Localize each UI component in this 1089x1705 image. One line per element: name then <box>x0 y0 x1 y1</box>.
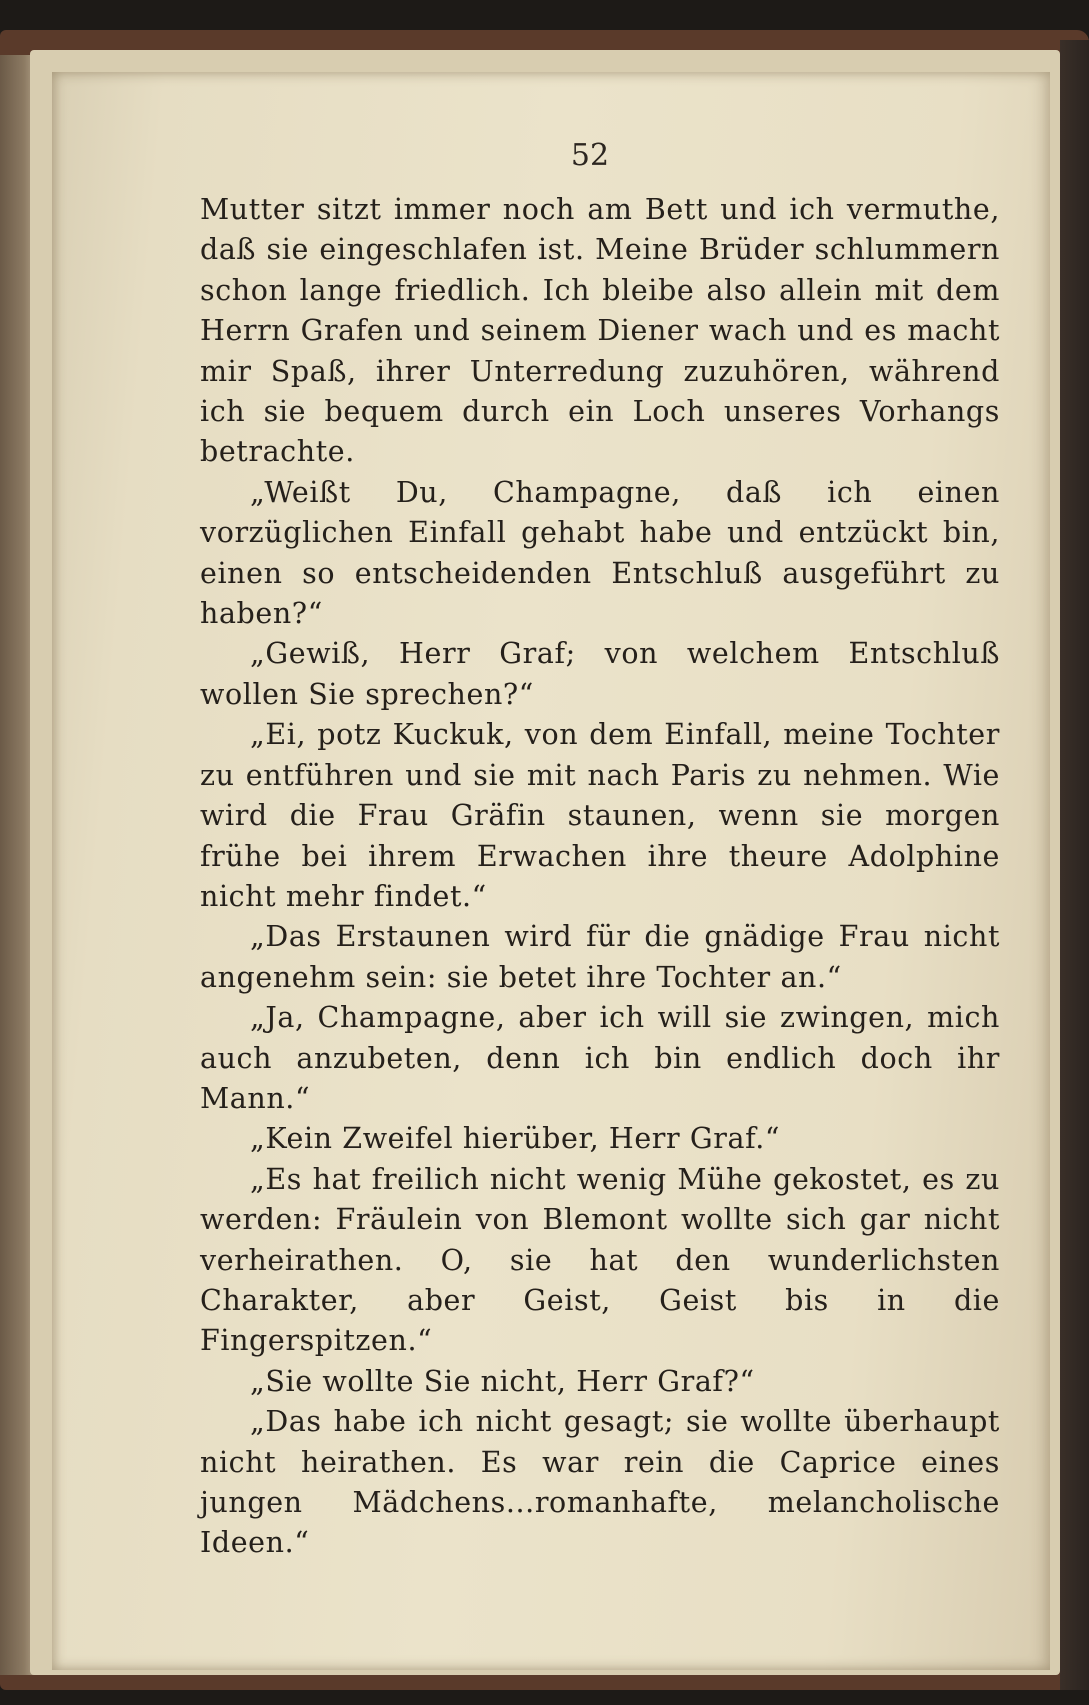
paragraph: „Das Erstaunen wird für die gnädige Frau nicht angenehm sein: sie betet ihre Tochter an.“ <box>200 920 1000 994</box>
paragraph: „Gewiß, Herr Graf; von welchem Entschluß wollen Sie sprechen?“ <box>200 637 1000 711</box>
paragraph: Mutter sitzt immer noch am Bett und ich vermuthe, daß sie eingeschlafen ist. Meine Brüder schlummern schon lange friedlich. Ich bleibe also allein mit dem Herrn Grafen und seinem Diener wach und es macht mir Spaß, ihrer Unterredung zuzuhören, während ich sie bequem durch ein Loch unseres Vorhangs betrachte. <box>200 193 1000 469</box>
paragraph: „Ei, potz Kuckuk, von dem Einfall, meine Tochter zu entführen und sie mit nach Paris zu nehmen. Wie wird die Frau Gräfin staunen, wenn sie morgen frühe bei ihrem Erwachen ihre theure Adolphine nicht mehr findet.“ <box>200 718 1000 913</box>
paragraph: „Weißt Du, Champagne, daß ich einen vorzüglichen Einfall gehabt habe und entzückt bin, einen so entscheidenden Entschluß ausgeführt zu haben?“ <box>200 475 1000 631</box>
paragraph: „Sie wollte Sie nicht, Herr Graf?“ <box>250 1364 755 1398</box>
paragraph: „Es hat freilich nicht wenig Mühe gekostet, es zu werden: Fräulein von Blemont wollte sich gar nicht verheirathen. O, sie hat den wunderlichsten Charakter, aber Geist, Geist bis in die Fingerspitzen.“ <box>200 1162 1000 1358</box>
page-text <box>200 190 1000 1564</box>
paragraph: „Das habe ich nicht gesagt; sie wollte überhaupt nicht heirathen. Es war rein die Caprice eines jungen Mädchens...romanhafte, melancholische Ideen.“ <box>200 1405 1000 1560</box>
page-number: 52 <box>570 138 610 173</box>
paragraph: „Ja, Champagne, aber ich will sie zwingen, mich auch anzubeten, denn ich bin endlich doch ihr Mann.“ <box>200 1001 1000 1115</box>
binding-shadow <box>1060 40 1089 1690</box>
paragraph: „Kein Zweifel hierüber, Herr Graf.“ <box>250 1122 781 1156</box>
